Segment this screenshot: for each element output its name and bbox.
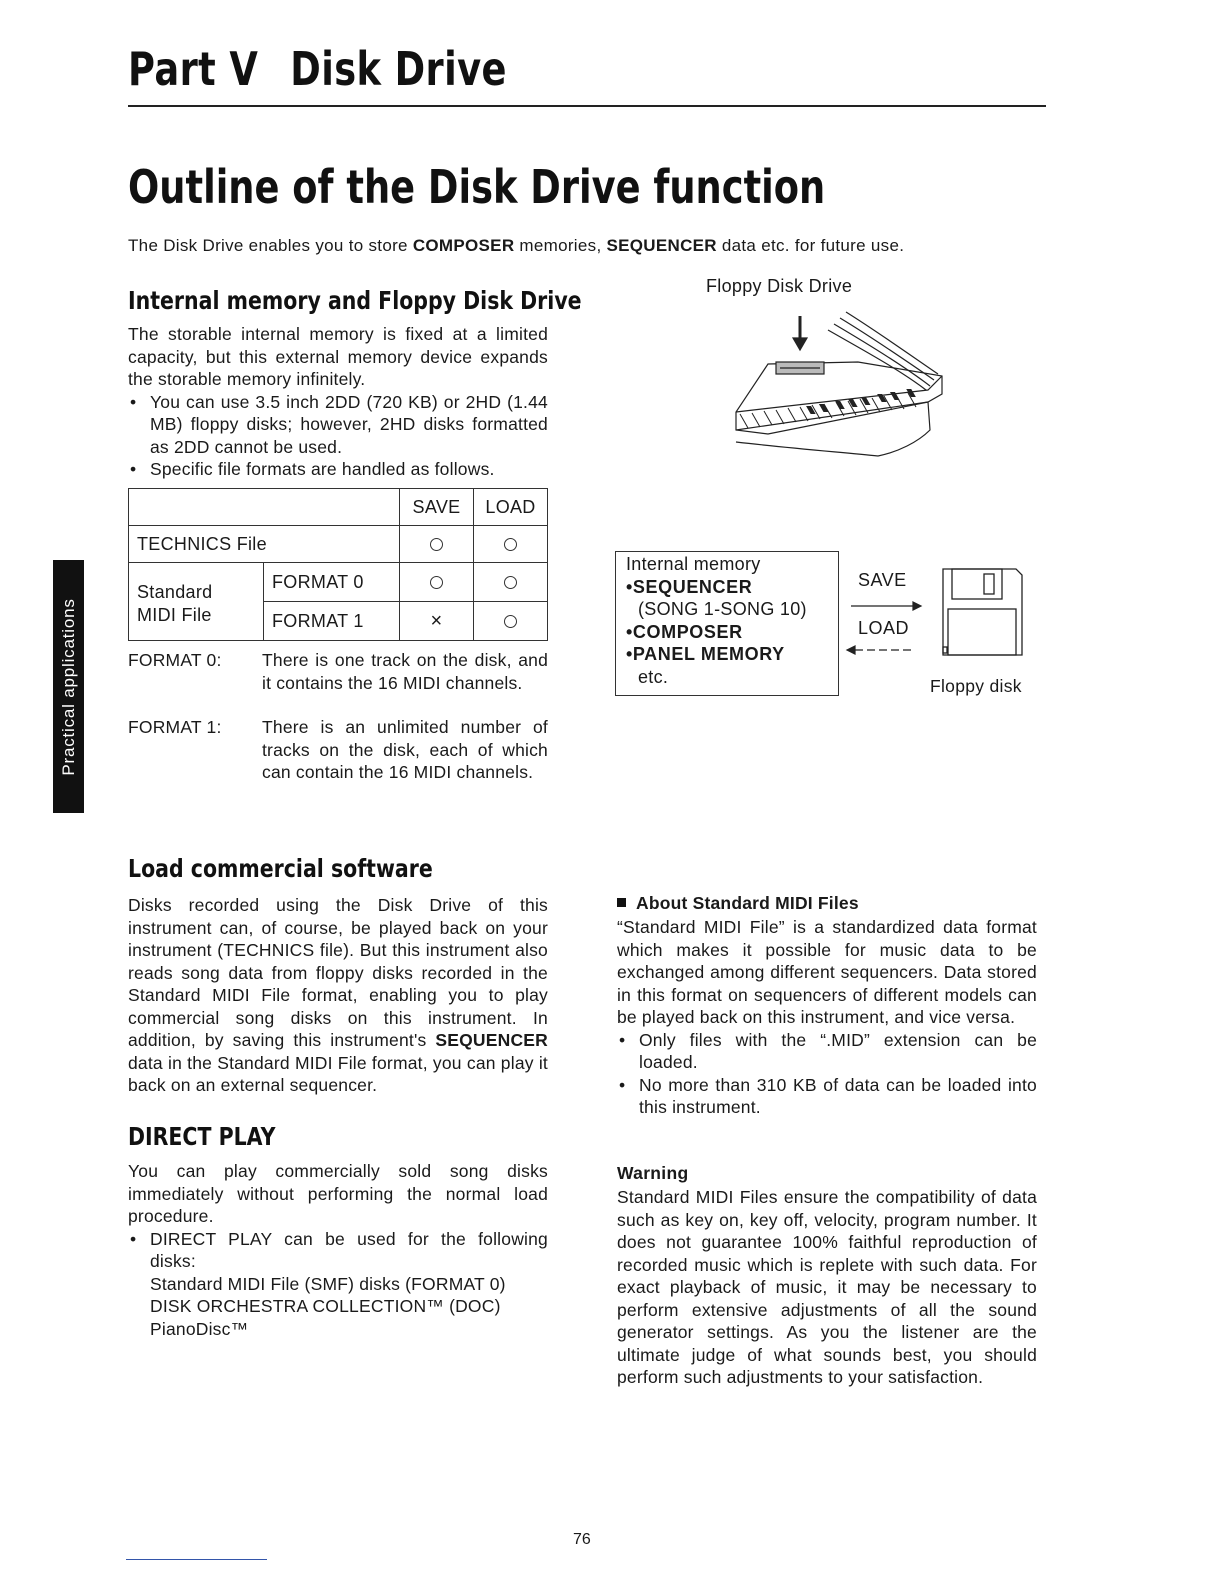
table-cell <box>474 526 548 563</box>
part-title <box>128 42 507 96</box>
text-run: Disks recorded using the Disk Drive of this instrument can, of course, be played back on your instrument (TECHNICS file). But this instrument also reads song data from floppy disks recorded in the Standard MIDI File format, enabling you to play commercial song disks on this instrument. In addition, by saving this instrument's <box>128 895 548 1050</box>
list-item: • Specific file formats are handled as follows. <box>128 458 548 481</box>
part-name: Disk Drive <box>290 42 507 96</box>
table-cell-empty <box>129 489 400 526</box>
about-smf-bullets <box>617 1029 1037 1119</box>
label-line: MIDI File <box>137 604 212 625</box>
memory-composer: •COMPOSER <box>626 621 743 642</box>
floppy-disk-label: Floppy disk <box>930 676 1022 696</box>
part-number: Part V <box>128 42 259 96</box>
label-line: Standard <box>137 581 213 602</box>
intro-part: memories, <box>514 236 607 255</box>
text-run: data in the Standard MIDI File format, you can play it back on an external sequencer. <box>128 1052 548 1095</box>
circle-icon <box>504 615 517 628</box>
footer-rule <box>126 1559 267 1560</box>
table-row <box>129 489 548 526</box>
side-tab-label: Practical applications <box>58 597 78 776</box>
floppy-disk-icon <box>940 565 1030 659</box>
format0-term: FORMAT 0: <box>128 650 222 670</box>
circle-icon <box>430 576 443 589</box>
load-commercial-paragraph <box>128 894 548 1097</box>
transfer-arrows <box>845 596 925 656</box>
format1-term: FORMAT 1: <box>128 717 222 737</box>
intro-part: The Disk Drive enables you to store <box>128 236 413 255</box>
memory-sequencer: •SEQUENCER <box>626 576 753 597</box>
circle-icon <box>430 538 443 551</box>
format1-label: FORMAT 1 <box>264 602 400 641</box>
disk-item: Standard MIDI File (SMF) disks (FORMAT 0) <box>150 1273 506 1294</box>
load-commercial-heading: Load commercial software <box>128 854 433 883</box>
circle-icon <box>504 538 517 551</box>
file-format-table <box>128 488 548 641</box>
internal-memory-box <box>615 551 839 696</box>
about-smf-heading <box>617 893 859 914</box>
standard-midi-file-label <box>129 563 264 641</box>
table-row <box>129 563 548 602</box>
table-cell <box>400 526 474 563</box>
about-smf-heading-text: About Standard MIDI Files <box>636 893 859 913</box>
internal-memory-bullets <box>128 391 548 481</box>
right-arrow-icon <box>913 602 921 610</box>
technics-file-label: TECHNICS File <box>129 526 400 563</box>
square-bullet-icon <box>617 898 626 907</box>
list-item: • DIRECT PLAY can be used for the following disks: <box>128 1228 548 1273</box>
internal-memory-paragraph: The storable internal memory is fixed at a limited capacity, but this external memory device expands the storable memory infinitely. <box>128 324 548 389</box>
table-cell <box>474 602 548 641</box>
list-item: • Only files with the “.MID” extension can be loaded. <box>617 1029 1037 1074</box>
memory-panel-memory: •PANEL MEMORY <box>626 644 785 664</box>
format0-label: FORMAT 0 <box>264 563 400 602</box>
disk-item: DISK ORCHESTRA COLLECTION™ (DOC) <box>150 1296 501 1316</box>
format1-definition: There is an unlimited number of tracks on the disk, each of which can contain the 16 MIDI channels. <box>262 717 548 782</box>
table-header-load: LOAD <box>474 489 548 526</box>
memory-box-title: Internal memory <box>626 554 761 574</box>
warning-paragraph: Standard MIDI Files ensure the compatibility of data such as key on, key off, velocity, program number. It does not guarantee 100% faithful reproduction of recorded music which is replete with such data. For exact playback of music, it may be necessary to perform extensive adjustments of all the sound generator settings. As you the listener are the ultimate judge of what sounds best, you should perform such adjustments to your satisfaction. <box>617 1187 1037 1387</box>
format0-definition: There is one track on the disk, and it contains the 16 MIDI channels. <box>262 650 548 693</box>
text-bold: SEQUENCER <box>435 1030 548 1050</box>
memory-etc: etc. <box>638 666 669 687</box>
cross-icon: × <box>400 602 474 641</box>
side-tab <box>53 560 84 813</box>
disk-item: PianoDisc™ <box>150 1318 249 1339</box>
load-label: LOAD <box>858 618 910 638</box>
table-cell <box>400 563 474 602</box>
intro-text <box>128 236 1028 256</box>
intro-sequencer: SEQUENCER <box>606 236 717 255</box>
page-title: Outline of the Disk Drive function <box>128 160 826 214</box>
direct-play-disks <box>128 1273 548 1341</box>
floppy-drive-label: Floppy Disk Drive <box>706 276 853 296</box>
intro-composer: COMPOSER <box>412 236 515 255</box>
keyboard-illustration <box>728 302 950 462</box>
internal-memory-heading: Internal memory and Floppy Disk Drive <box>128 286 582 315</box>
intro-part: data etc. for future use. <box>716 236 905 255</box>
warning-heading: Warning <box>617 1163 689 1183</box>
page-number: 76 <box>573 1531 591 1548</box>
direct-play-heading: DIRECT PLAY <box>128 1122 276 1151</box>
table-cell <box>474 563 548 602</box>
about-smf-body <box>617 916 1037 1119</box>
direct-play-body <box>128 1160 548 1340</box>
direct-play-paragraph: You can play commercially sold song disks immediately without performing the normal load procedure. <box>128 1161 548 1226</box>
list-item: • You can use 3.5 inch 2DD (720 KB) or 2HD (1.44 MB) floppy disks; however, 2HD disks formatted as 2DD cannot be used. <box>128 391 548 459</box>
list-item: • No more than 310 KB of data can be loaded into this instrument. <box>617 1074 1037 1119</box>
internal-memory-body <box>128 323 548 481</box>
left-arrow-icon <box>847 646 855 654</box>
memory-songs: (SONG 1-SONG 10) <box>638 599 807 619</box>
about-smf-paragraph: “Standard MIDI File” is a standardized data format which makes it possible for music data to be exchanged among different sequencers. Data stored in this format on sequencers of different models can be played back on this instrument, and vice versa. <box>617 917 1037 1027</box>
table-row <box>129 526 548 563</box>
save-label: SAVE <box>858 570 907 590</box>
title-divider <box>128 105 1046 107</box>
direct-play-bullets <box>128 1228 548 1273</box>
circle-icon <box>504 576 517 589</box>
table-header-save: SAVE <box>400 489 474 526</box>
